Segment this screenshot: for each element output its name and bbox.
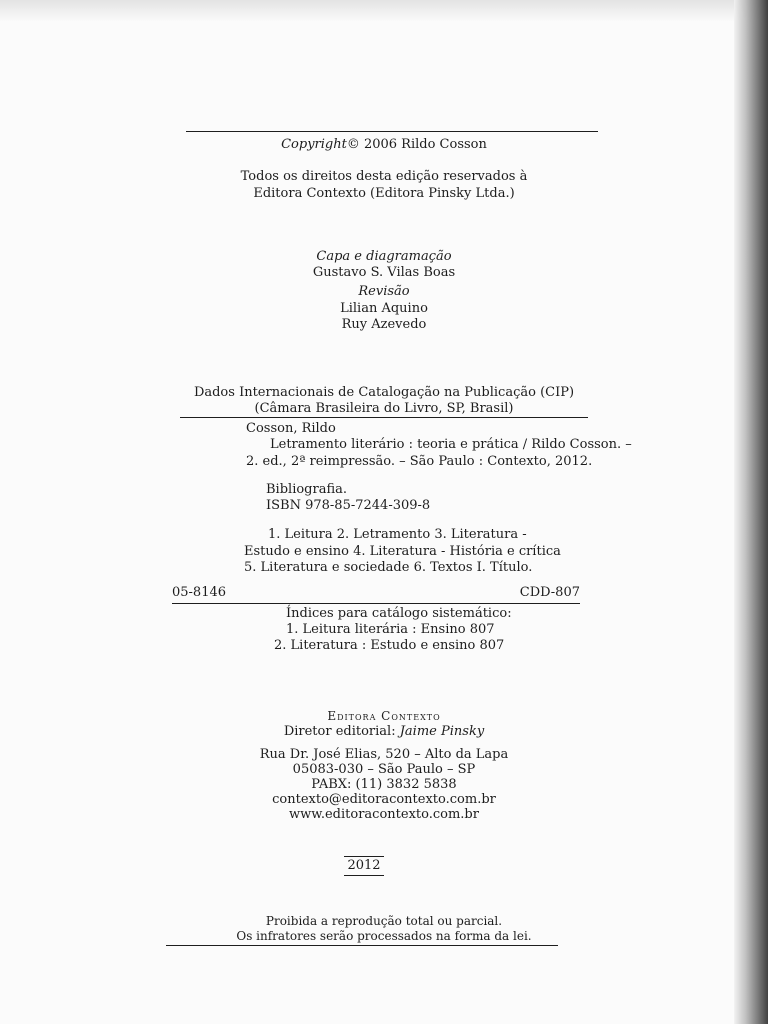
review-name-2: Ruy Azevedo bbox=[341, 317, 427, 332]
cip-code-right: CDD-807 bbox=[519, 585, 580, 600]
top-rule bbox=[186, 131, 598, 132]
year-box: 2012 bbox=[344, 856, 384, 876]
notice-line-2: Os infratores serão processados na forma da lei. bbox=[236, 929, 532, 943]
cip-subtitle: (Câmara Brasileira do Livro, SP, Brasil) bbox=[254, 401, 514, 416]
rights-line-2: Editora Contexto (Editora Pinsky Ltda.) bbox=[253, 186, 515, 201]
cip-subjects-line-2: Estudo e ensino 4. Literatura - História e crítica bbox=[244, 544, 561, 559]
page-top-shadow bbox=[0, 0, 768, 22]
cip-code-left: 05-8146 bbox=[172, 585, 227, 600]
cip-index-2: 2. Literatura : Estudo e ensino 807 bbox=[274, 638, 505, 653]
cip-codes-row bbox=[172, 584, 580, 601]
page-binding-shadow bbox=[734, 0, 768, 1024]
codes-rule bbox=[172, 603, 580, 604]
design-label: Capa e diagramação bbox=[316, 249, 452, 264]
director-name: Jaime Pinsky bbox=[399, 724, 485, 739]
publisher-address-1: Rua Dr. José Elias, 520 – Alto da Lapa bbox=[259, 747, 509, 762]
rights-line-1: Todos os direitos desta edição reservados à bbox=[240, 169, 528, 184]
cip-bibliography: Bibliografia. bbox=[266, 482, 348, 497]
publisher-name: Editora Contexto bbox=[327, 709, 441, 723]
publisher-email: contexto@editoracontexto.com.br bbox=[272, 792, 496, 807]
publisher-director bbox=[0, 723, 768, 740]
publisher-address-2: 05083-030 – São Paulo – SP bbox=[292, 762, 476, 777]
copyright-word: Copyright bbox=[281, 137, 347, 152]
cip-rule bbox=[180, 417, 588, 418]
publisher-website: www.editoracontexto.com.br bbox=[289, 807, 479, 822]
copyright-line bbox=[0, 136, 768, 153]
review-label: Revisão bbox=[358, 284, 410, 299]
copyright-text: © 2006 Rildo Cosson bbox=[346, 137, 487, 152]
publisher-phone: PABX: (11) 3832 5838 bbox=[311, 777, 457, 792]
director-label: Diretor editorial: bbox=[283, 724, 400, 739]
notice-line-1: Proibida a reprodução total ou parcial. bbox=[265, 914, 503, 928]
cip-title: Dados Internacionais de Catalogação na Publicação (CIP) bbox=[193, 385, 575, 400]
cip-isbn: ISBN 978-85-7244-309-8 bbox=[266, 498, 431, 513]
review-name-1: Lilian Aquino bbox=[340, 301, 428, 316]
cip-entry-line-2: 2. ed., 2ª reimpressão. – São Paulo : Contexto, 2012. bbox=[246, 454, 593, 469]
cip-index-title: Índices para catálogo sistemático: bbox=[286, 606, 512, 621]
cip-subjects-line-1: 1. Leitura 2. Letramento 3. Literatura - bbox=[268, 527, 527, 542]
design-name: Gustavo S. Vilas Boas bbox=[312, 265, 456, 280]
cip-index-1: 1. Leitura literária : Ensino 807 bbox=[286, 622, 495, 637]
cip-subjects-line-3: 5. Literatura e sociedade 6. Textos I. Título. bbox=[244, 560, 533, 575]
cip-entry-line-1: Letramento literário : teoria e prática / Rildo Cosson. – bbox=[270, 437, 632, 452]
cip-author: Cosson, Rildo bbox=[246, 421, 336, 436]
bottom-rule bbox=[166, 945, 558, 946]
